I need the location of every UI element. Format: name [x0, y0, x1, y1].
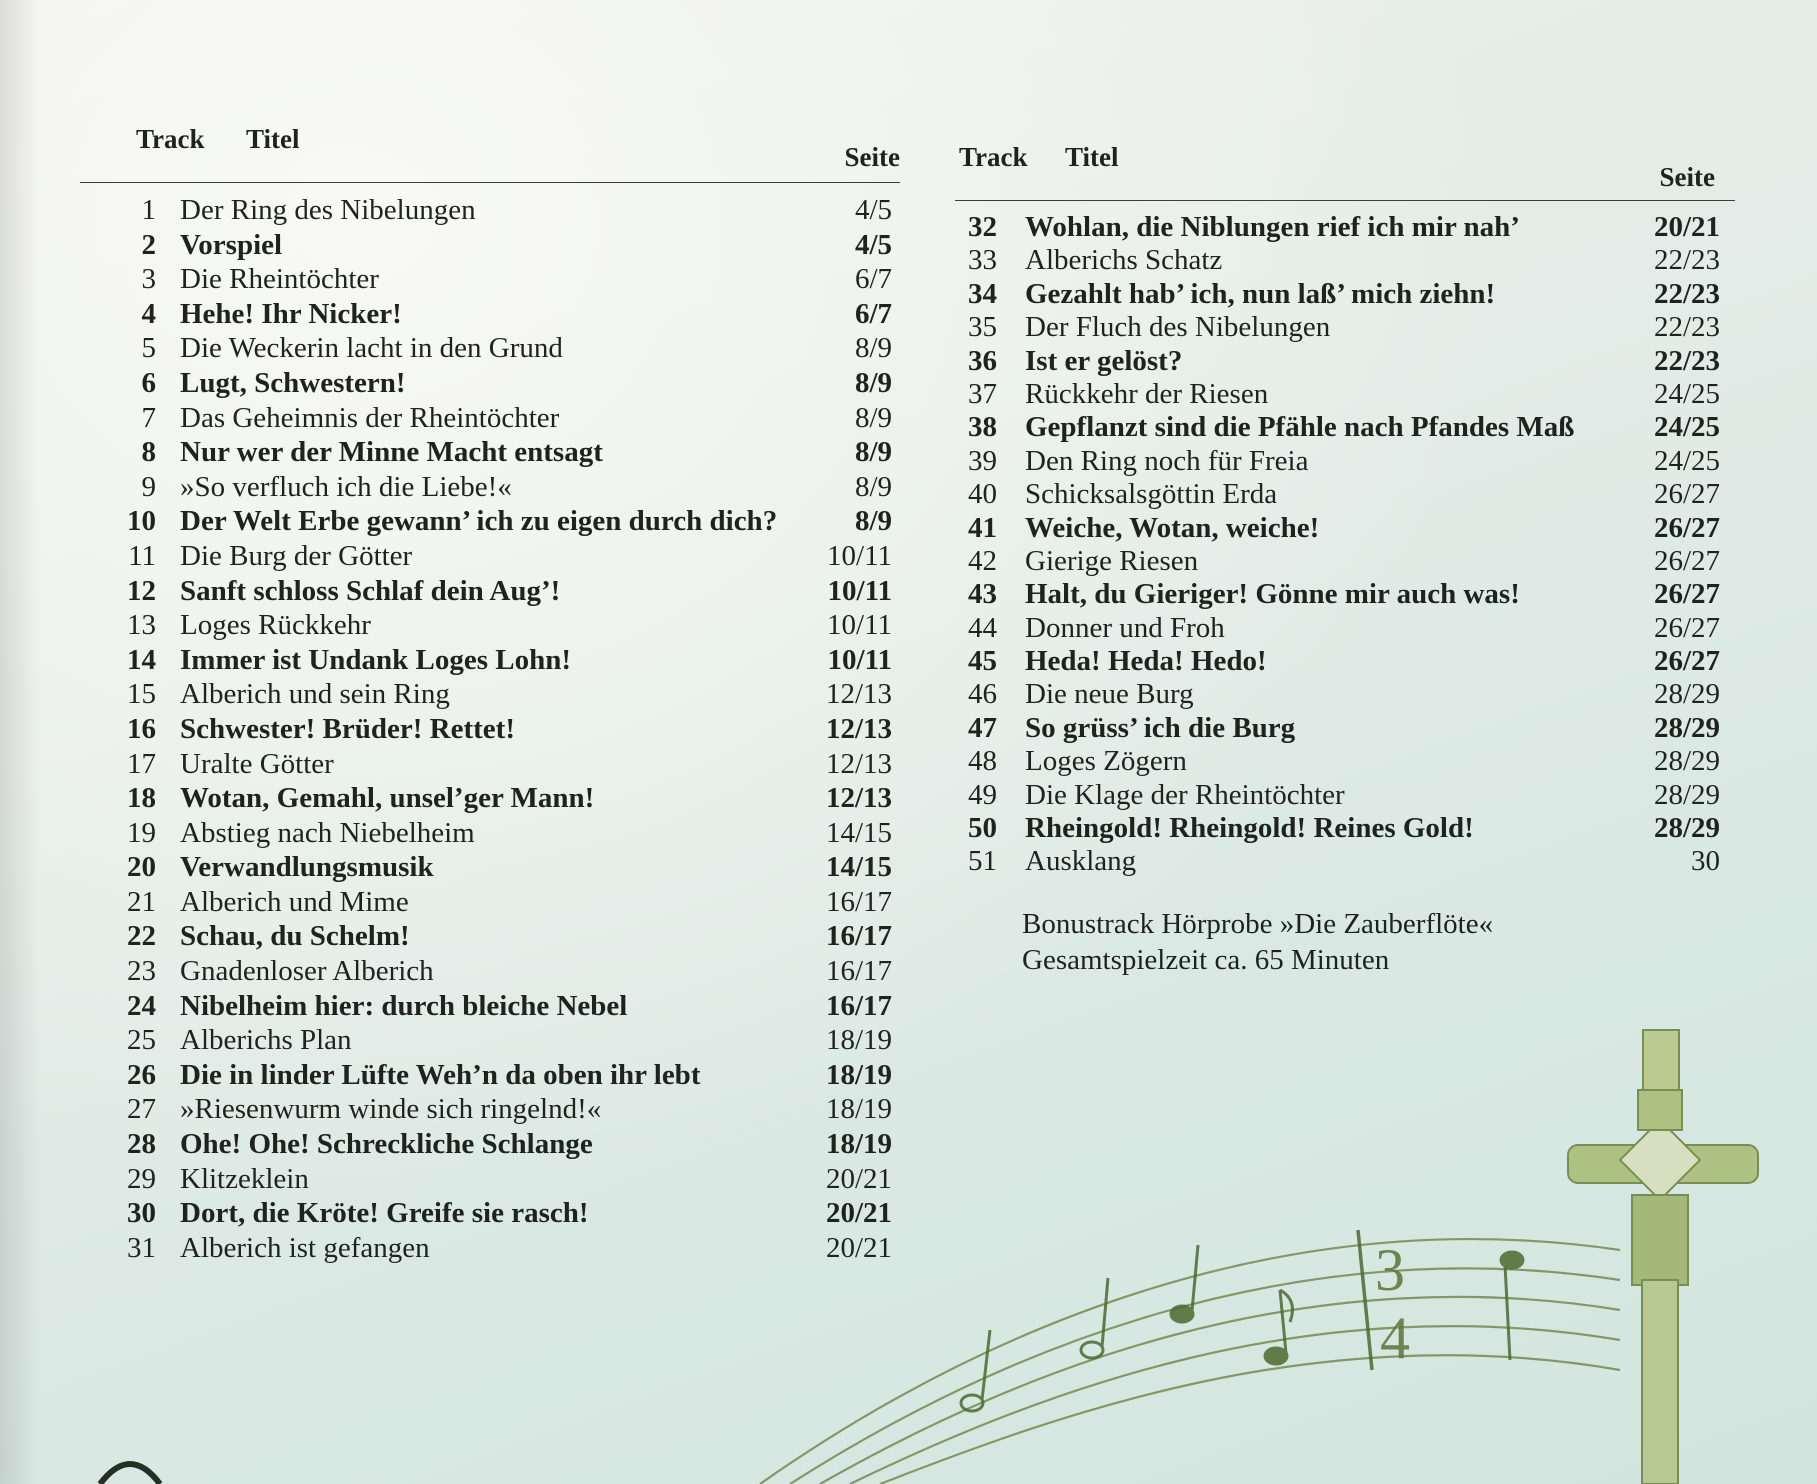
- track-number: 51: [968, 845, 997, 878]
- track-page: 8/9: [854, 470, 892, 503]
- track-page: 10/11: [827, 609, 892, 642]
- track-row: [80, 781, 900, 816]
- track-page: 8/9: [854, 332, 892, 365]
- header-track: Track: [136, 124, 205, 154]
- track-list-left: [80, 120, 900, 1265]
- track-title: Halt, du Gieriger! Gönne mir auch was!: [1025, 578, 1520, 611]
- track-number: 17: [127, 747, 156, 780]
- track-number: 36: [968, 344, 997, 377]
- track-number: 27: [127, 1093, 156, 1126]
- track-title: Hehe! Ihr Nicker!: [180, 297, 402, 330]
- track-number: 30: [127, 1197, 156, 1230]
- track-row: [955, 244, 1735, 277]
- track-number: 4: [141, 297, 156, 330]
- track-number: 46: [968, 678, 997, 711]
- track-row: [80, 228, 900, 263]
- track-row: [955, 812, 1735, 845]
- track-row: [955, 512, 1735, 545]
- track-number: 43: [968, 578, 997, 611]
- track-page: 28/29: [1653, 812, 1720, 845]
- track-row: [955, 712, 1735, 745]
- track-page: 28/29: [1653, 678, 1720, 711]
- track-number: 10: [127, 505, 156, 538]
- time-signature-bottom: 4: [1380, 1305, 1410, 1371]
- track-page: 26/27: [1653, 511, 1720, 544]
- table-header: [80, 120, 900, 183]
- header-page: Seite: [1659, 162, 1715, 192]
- track-row: [80, 574, 900, 609]
- track-page: 6/7: [854, 297, 892, 330]
- track-page: 20/21: [825, 1231, 892, 1264]
- track-page: 28/29: [1653, 745, 1720, 778]
- track-title: Gepflanzt sind die Pfähle nach Pfandes Maß: [1025, 411, 1575, 444]
- track-row: [955, 278, 1735, 311]
- track-row: [80, 1231, 900, 1266]
- track-page: 8/9: [854, 366, 892, 399]
- track-title: Uralte Götter: [180, 747, 334, 780]
- track-page: 12/13: [825, 747, 892, 780]
- track-title: »Riesenwurm winde sich ringelnd!«: [180, 1093, 602, 1126]
- track-number: 12: [127, 574, 156, 607]
- track-row: [955, 411, 1735, 444]
- track-row: [80, 747, 900, 782]
- track-row: [80, 919, 900, 954]
- track-number: 42: [968, 544, 997, 577]
- track-number: 47: [968, 711, 997, 744]
- sword-icon: [1568, 1030, 1758, 1484]
- track-number: 19: [127, 816, 156, 849]
- track-number: 3: [141, 263, 156, 296]
- track-rows: [955, 211, 1735, 879]
- track-title: Alberichs Plan: [180, 1024, 352, 1057]
- track-list-right: [955, 138, 1735, 879]
- track-row: [955, 845, 1735, 878]
- track-title: Der Welt Erbe gewann’ ich zu eigen durch dich?: [180, 505, 778, 538]
- notes: [1022, 906, 1493, 978]
- track-title: Der Fluch des Nibelungen: [1025, 311, 1331, 344]
- track-row: [80, 366, 900, 401]
- track-number: 44: [968, 611, 997, 644]
- music-staff-icon: [760, 1239, 1620, 1484]
- track-row: [80, 712, 900, 747]
- track-title: Die Burg der Götter: [180, 539, 413, 572]
- track-title: Vorspiel: [180, 228, 283, 261]
- track-row: [80, 608, 900, 643]
- track-page: 30: [1691, 845, 1720, 878]
- track-page: 20/21: [825, 1162, 892, 1195]
- track-title: Schicksalsgöttin Erda: [1025, 478, 1278, 511]
- track-row: [80, 954, 900, 989]
- track-number: 40: [968, 478, 997, 511]
- track-number: 7: [141, 401, 156, 434]
- track-title: Lugt, Schwestern!: [180, 366, 406, 399]
- table-header: [955, 138, 1735, 201]
- track-title: Dort, die Kröte! Greife sie rasch!: [180, 1197, 589, 1230]
- track-number: 32: [968, 211, 997, 243]
- track-number: 31: [127, 1231, 156, 1264]
- track-page: 22/23: [1653, 311, 1720, 344]
- track-page: 12/13: [825, 678, 892, 711]
- track-title: Donner und Froh: [1025, 611, 1225, 644]
- track-title: Das Geheimnis der Rheintöchter: [180, 401, 560, 434]
- book-spine-shadow: [0, 0, 40, 1484]
- track-number: 9: [141, 470, 156, 503]
- track-title: Abstieg nach Niebelheim: [180, 816, 475, 849]
- track-title: Ist er gelöst?: [1025, 344, 1183, 377]
- track-row: [955, 478, 1735, 511]
- track-page: 10/11: [827, 539, 892, 572]
- track-number: 11: [128, 539, 156, 572]
- track-page: 26/27: [1653, 544, 1720, 577]
- track-number: 13: [127, 609, 156, 642]
- track-page: 24/25: [1653, 377, 1720, 410]
- header-track: Track: [959, 142, 1028, 172]
- track-row: [955, 311, 1735, 344]
- track-title: Alberich und sein Ring: [180, 678, 450, 711]
- track-page: 18/19: [825, 1093, 892, 1126]
- track-row: [955, 445, 1735, 478]
- track-title: Alberich ist gefangen: [180, 1231, 430, 1264]
- track-row: [955, 779, 1735, 812]
- track-page: 8/9: [854, 436, 892, 469]
- track-page: 28/29: [1653, 778, 1720, 811]
- track-row: [80, 401, 900, 436]
- track-page: 4/5: [854, 228, 892, 261]
- track-number: 26: [127, 1058, 156, 1091]
- track-row: [955, 345, 1735, 378]
- track-page: 6/7: [854, 263, 892, 296]
- track-title: Gnadenloser Alberich: [180, 955, 434, 988]
- track-page: 22/23: [1653, 344, 1720, 377]
- track-title: Verwandlungsmusik: [180, 851, 434, 884]
- track-number: 5: [141, 332, 156, 365]
- track-title: Die Klage der Rheintöchter: [1025, 778, 1345, 811]
- track-title: Rückkehr der Riesen: [1025, 377, 1269, 410]
- track-number: 22: [127, 920, 156, 953]
- track-number: 25: [127, 1024, 156, 1057]
- bonus-track-note: Bonustrack Hörprobe »Die Zauberflöte«: [1022, 908, 1494, 940]
- track-page: 18/19: [825, 1058, 892, 1091]
- track-page: 26/27: [1653, 478, 1720, 511]
- track-title: Die neue Burg: [1025, 678, 1194, 711]
- track-title: Loges Zögern: [1025, 745, 1187, 778]
- track-page: 28/29: [1653, 711, 1720, 744]
- track-number: 23: [127, 955, 156, 988]
- track-title: Alberichs Schatz: [1025, 244, 1223, 277]
- track-title: Loges Rückkehr: [180, 609, 371, 642]
- track-row: [955, 378, 1735, 411]
- track-row: [80, 331, 900, 366]
- track-page: 16/17: [825, 955, 892, 988]
- track-page: 14/15: [825, 851, 892, 884]
- track-number: 35: [968, 311, 997, 344]
- track-page: 20/21: [825, 1197, 892, 1230]
- track-number: 50: [968, 812, 997, 845]
- track-row: [955, 745, 1735, 778]
- track-row: [80, 989, 900, 1024]
- track-page: 22/23: [1653, 277, 1720, 310]
- track-title: Alberich und Mime: [180, 885, 409, 918]
- track-number: 20: [127, 851, 156, 884]
- track-number: 37: [968, 377, 997, 410]
- track-title: Ausklang: [1025, 845, 1137, 878]
- track-title: Schau, du Schelm!: [180, 920, 410, 953]
- track-row: [80, 1196, 900, 1231]
- track-title: Nibelheim hier: durch bleiche Nebel: [180, 989, 628, 1022]
- track-title: Gezahlt hab’ ich, nun laß’ mich ziehn!: [1025, 277, 1496, 310]
- track-number: 15: [127, 678, 156, 711]
- track-page: 24/25: [1653, 411, 1720, 444]
- track-title: Den Ring noch für Freia: [1025, 444, 1309, 477]
- track-page: 26/27: [1653, 578, 1720, 611]
- track-number: 21: [127, 885, 156, 918]
- track-page: 16/17: [825, 920, 892, 953]
- track-row: [955, 545, 1735, 578]
- track-number: 38: [968, 411, 997, 444]
- track-page: 14/15: [825, 816, 892, 849]
- track-number: 1: [141, 194, 156, 226]
- track-row: [955, 678, 1735, 711]
- track-page: 18/19: [825, 1024, 892, 1057]
- track-number: 29: [127, 1162, 156, 1195]
- track-row: [80, 193, 900, 228]
- track-row: [80, 1058, 900, 1093]
- track-page: 18/19: [825, 1128, 892, 1161]
- track-number: 2: [141, 228, 156, 261]
- track-row: [80, 850, 900, 885]
- track-title: Ohe! Ohe! Schreckliche Schlange: [180, 1128, 593, 1161]
- ornament-icon: [100, 1464, 160, 1484]
- track-row: [80, 1162, 900, 1197]
- track-page: 12/13: [825, 712, 892, 745]
- track-number: 41: [968, 511, 997, 544]
- header-title: Titel: [246, 124, 300, 154]
- track-rows: [80, 193, 900, 1265]
- track-number: 49: [968, 778, 997, 811]
- track-title: Rheingold! Rheingold! Reines Gold!: [1025, 812, 1474, 845]
- track-title: Klitzeklein: [180, 1162, 309, 1195]
- track-number: 39: [968, 444, 997, 477]
- track-title: Immer ist Undank Loges Lohn!: [180, 643, 572, 676]
- track-title: Schwester! Brüder! Rettet!: [180, 712, 515, 745]
- track-row: [80, 885, 900, 920]
- track-title: Weiche, Wotan, weiche!: [1025, 511, 1320, 544]
- track-page: 26/27: [1653, 611, 1720, 644]
- track-title: Sanft schloss Schlaf dein Aug’!: [180, 574, 561, 607]
- track-page: 10/11: [827, 574, 892, 607]
- track-title: Der Ring des Nibelungen: [180, 194, 476, 226]
- track-title: Die Rheintöchter: [180, 263, 379, 296]
- track-title: Die in linder Lüfte Weh’n da oben ihr lebt: [180, 1058, 701, 1091]
- track-page: 20/21: [1653, 211, 1720, 243]
- track-row: [80, 262, 900, 297]
- track-number: 34: [968, 277, 997, 310]
- track-title: Nur wer der Minne Macht entsagt: [180, 436, 603, 469]
- time-signature-top: 3: [1375, 1237, 1405, 1303]
- header-title: Titel: [1065, 142, 1119, 172]
- track-page: 24/25: [1653, 444, 1720, 477]
- track-number: 28: [127, 1128, 156, 1161]
- header-page: Seite: [844, 142, 900, 172]
- track-title: Gierige Riesen: [1025, 544, 1199, 577]
- music-notes-icon: [961, 1230, 1523, 1411]
- track-number: 48: [968, 745, 997, 778]
- track-row: [80, 816, 900, 851]
- track-number: 24: [127, 989, 156, 1022]
- track-number: 16: [127, 712, 156, 745]
- track-number: 18: [127, 782, 156, 815]
- track-page: 8/9: [854, 505, 892, 538]
- track-title: Heda! Heda! Hedo!: [1025, 645, 1267, 678]
- track-page: 8/9: [854, 401, 892, 434]
- track-row: [80, 677, 900, 712]
- track-page: 16/17: [825, 885, 892, 918]
- track-page: 22/23: [1653, 244, 1720, 277]
- track-page: 10/11: [827, 643, 892, 676]
- track-row: [80, 1127, 900, 1162]
- track-row: [955, 578, 1735, 611]
- track-row: [80, 643, 900, 678]
- track-number: 33: [968, 244, 997, 277]
- track-page: 26/27: [1653, 645, 1720, 678]
- track-number: 6: [141, 366, 156, 399]
- track-page: 12/13: [825, 782, 892, 815]
- track-row: [955, 612, 1735, 645]
- track-row: [80, 1092, 900, 1127]
- track-row: [80, 297, 900, 332]
- track-row: [955, 211, 1735, 244]
- track-title: Wotan, Gemahl, unsel’ger Mann!: [180, 782, 595, 815]
- track-number: 8: [141, 436, 156, 469]
- track-page: 4/5: [854, 194, 892, 226]
- track-row: [80, 504, 900, 539]
- track-page: 16/17: [825, 989, 892, 1022]
- track-row: [80, 435, 900, 470]
- track-number: 14: [127, 643, 156, 676]
- track-title: »So verfluch ich die Liebe!«: [180, 470, 512, 503]
- track-row: [80, 470, 900, 505]
- track-row: [80, 1023, 900, 1058]
- total-duration-note: Gesamtspielzeit ca. 65 Minuten: [1022, 944, 1390, 976]
- track-number: 45: [968, 645, 997, 678]
- track-title: Die Weckerin lacht in den Grund: [180, 332, 563, 365]
- track-row: [80, 539, 900, 574]
- track-title: So grüss’ ich die Burg: [1025, 711, 1296, 744]
- track-title: Wohlan, die Niblungen rief ich mir nah’: [1025, 211, 1520, 243]
- track-row: [955, 645, 1735, 678]
